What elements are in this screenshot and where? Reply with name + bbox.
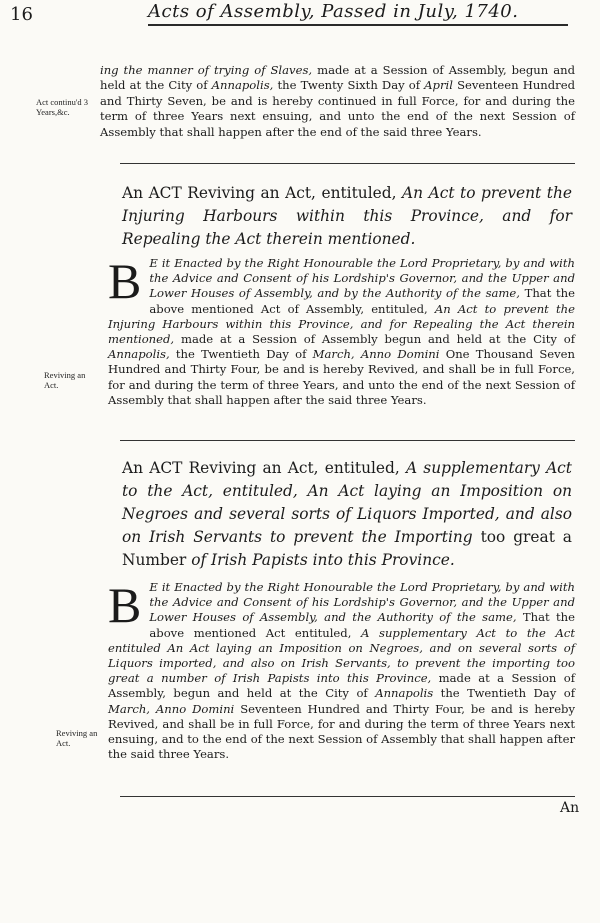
act2-enact-c: the Twentieth Day of <box>440 686 576 701</box>
act1-enact-c: the Twentieth Day of <box>175 347 307 362</box>
act1-drop-cap: B <box>108 253 142 309</box>
act1-enactment <box>108 253 576 408</box>
act2-title <box>122 457 572 572</box>
act2-enactment <box>108 577 576 762</box>
act1-enact-b: made at a Session of Assembly begun and held at the City of <box>180 332 576 347</box>
act2-drop-cap: B <box>108 577 142 633</box>
act2-title-lead: An ACT Reviving an Act, entituled, <box>122 459 400 477</box>
act2-enact-title: A supplementary Act to the Act entituled An Act laying an Imposition on Negroes, and on several sorts of Liquors imported, and also on Irish Servants, to prevent the importing too great a number of Irish Papists into this Province, <box>108 625 575 686</box>
act1-enact-title: An Act to prevent the Injuring Harbours within this Province, and for Repealing the Act therein mentioned, <box>108 301 576 347</box>
act2-enact-d: Seventeen Hundred and Thirty Four, be and is hereby Revived, and shall be in full Force, for and during the term of three Years next ensuing, and to the end of the next Session of Assembly that shall happen after the said three Years. <box>108 701 576 762</box>
section-divider-1 <box>120 163 575 164</box>
act2-enact-anno: Anno Domini <box>155 701 235 716</box>
act1-margin-note: Reviving an Act. <box>44 370 86 390</box>
act2-margin-note: Reviving an Act. <box>56 728 98 748</box>
continuation-text-a: made at a Session of Assembly, begun and held at the City of <box>100 63 576 93</box>
act2-enact-italic: E it Enacted by the Right Honourable the Lord Proprietary, by and with the Advice and Consent of his Lordship's Governor, and the Upper and Lower Houses of Assembly, and the Authority of the same, <box>149 580 575 625</box>
act2-title-italic-end: of Irish Papists into this Province. <box>191 551 455 569</box>
act1-enact-italic: E it Enacted by the Right Honourable the Lord Proprietary, by and with the Advice and Consent of his Lordship's Governor, and the Upper and Lower Houses of Assembly, and by the Authority of the same, <box>149 256 575 301</box>
act1-enact-anno: Anno Domini <box>360 347 440 362</box>
act2-enact-a: That the above mentioned Act entituled, <box>149 610 575 640</box>
act2-enact-city: Annapolis <box>375 686 434 701</box>
margin-note-continued: Act continu'd 3 Years,&c. <box>36 97 89 117</box>
act1-title <box>122 182 572 251</box>
continuation-month: April <box>424 78 453 93</box>
act1-title-italic: An Act to prevent the Injuring Harbours within this Province, and for Repealing the Act therein mentioned. <box>122 184 572 248</box>
continuation-text-c: Seventeen Hundred and Thirty Seven, be and is hereby continued in full Force, for and during the term of three Years next ensuing, and unto the end of the next Session of Assembly that shall happen after the end of the said three Years. <box>100 78 575 139</box>
act2-enact-month: March, <box>108 701 150 716</box>
act1-enact-city: Annapolis, <box>108 347 170 362</box>
act1-enact-month: March, <box>312 347 355 362</box>
page-number: 16 <box>10 4 33 25</box>
section-divider-3 <box>120 796 575 797</box>
running-head: Acts of Assembly, Passed in July, 1740. <box>148 1 568 26</box>
act2-title-italic: A supplementary Act to the Act, entituled, An Act laying an Imposition on Negroes and several sorts of Liquors Imported, and also on Irish Servants to prevent the Importing <box>122 459 572 546</box>
continuation-text-b: the Twenty Sixth Day of <box>277 78 421 93</box>
act1-enact-a: That the above mentioned Act of Assembly, entituled, <box>149 286 575 316</box>
continuation-paragraph <box>100 63 575 140</box>
section-divider-2 <box>120 440 575 441</box>
continuation-italic-lead: ing the manner of trying of Slaves, <box>100 63 313 77</box>
continuation-city: Annapolis, <box>211 78 274 93</box>
act1-title-lead: An ACT Reviving an Act, entituled, <box>122 184 397 202</box>
act1-enact-d: One Thousand Seven Hundred and Thirty Four, be and is hereby Revived, and shall be in full Force, for and during the term of three Years, and unto the end of the next Session of Assembly that shall happen after the said three Years. <box>108 347 576 407</box>
act2-enact-b: made at a Session of Assembly, begun and held at the City of <box>108 671 575 701</box>
act2-title-plain: too great a Number <box>122 528 572 569</box>
catchword: An <box>560 800 580 816</box>
